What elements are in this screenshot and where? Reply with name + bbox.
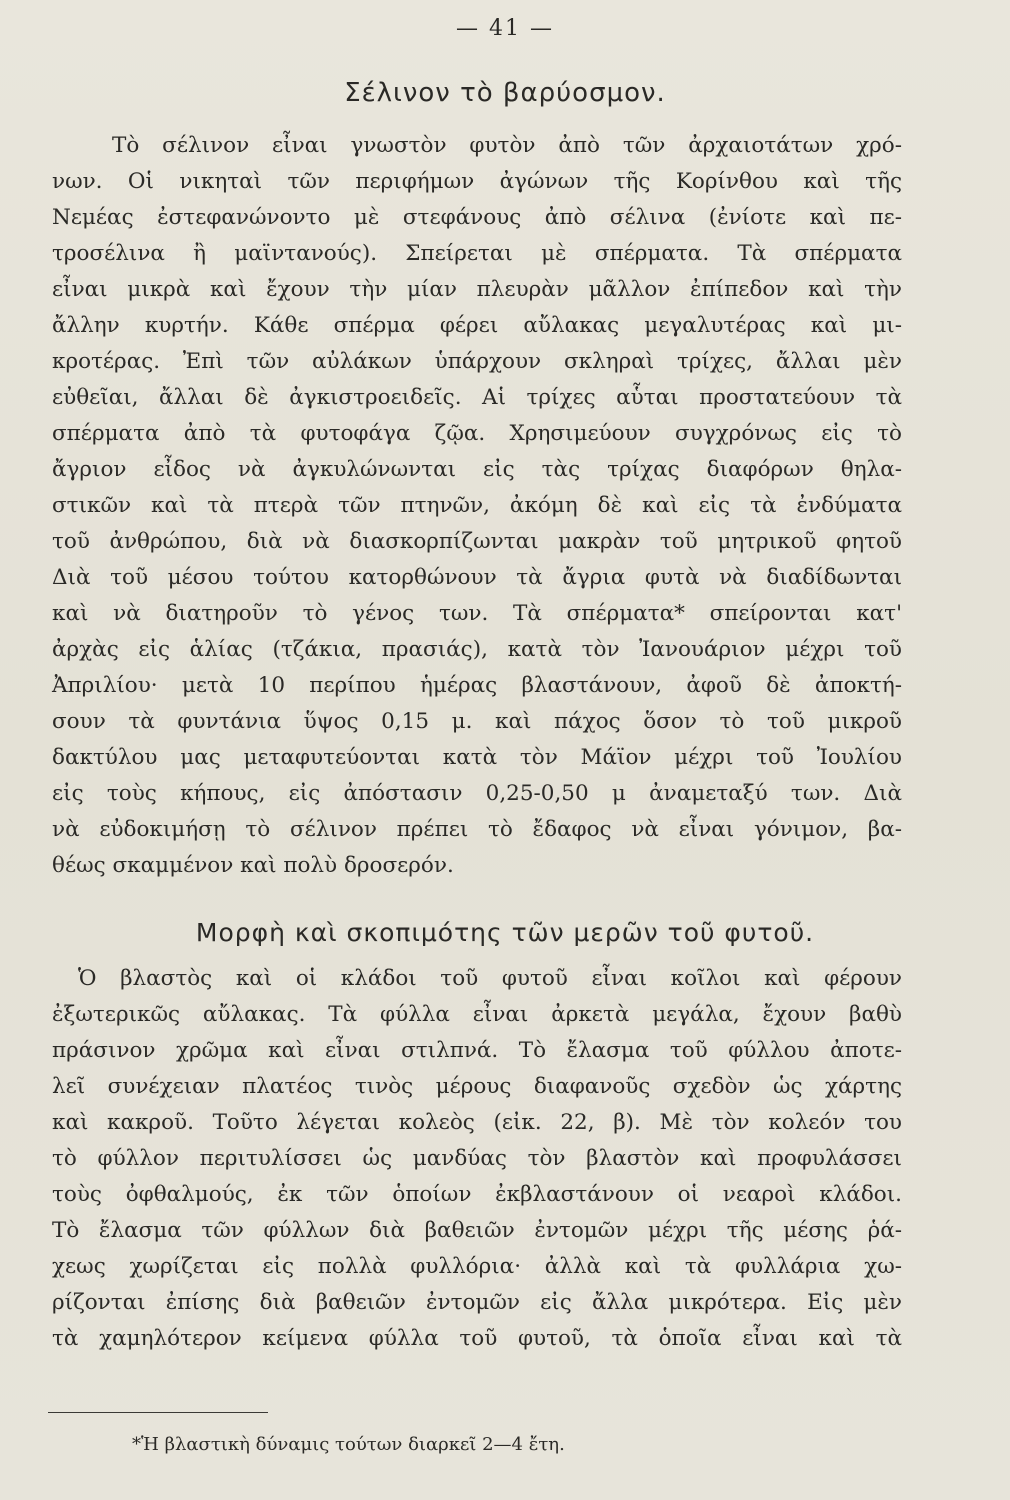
section-subtitle: Μορφὴ καὶ σκοπιμότης τῶν μερῶν τοῦ φυτοῦ. xyxy=(195,918,815,947)
footnote: *Ἡ βλαστικὴ δύναμις τούτων διαρκεῖ 2—4 ἔτη. xyxy=(132,1434,565,1455)
text-line: νων. Οἱ νικηταὶ τῶν περιφήμων ἀγώνων τῆς Κορίνθου καὶ τῆς xyxy=(52,169,902,194)
text-line: τοὺς ὀφθαλμούς, ἐκ τῶν ὁποίων ἐκβλαστάνουν οἱ νεαροὶ κλάδοι. xyxy=(52,1182,902,1207)
page-number: — 41 — xyxy=(456,16,554,41)
text-line: ρίζονται ἐπίσης διὰ βαθειῶν ἐντομῶν εἰς ἄλλα μικρότερα. Εἰς μὲν xyxy=(52,1290,902,1315)
text-line: ἀρχὰς εἰς ἁλίας (τζάκια, πρασιάς), κατὰ τὸν Ἰανουάριον μέχρι τοῦ xyxy=(52,637,902,662)
text-line: Τὸ ἔλασμα τῶν φύλλων διὰ βαθειῶν ἐντομῶν μέχρι τῆς μέσης ῥά- xyxy=(52,1218,902,1243)
text-line: ἄγριον εἶδος νὰ ἀγκυλώνωνται εἰς τὰς τρίχας διαφόρων θηλα- xyxy=(52,457,902,482)
text-line: σπέρματα ἀπὸ τὰ φυτοφάγα ζῷα. Χρησιμεύουν συγχρόνως εἰς τὸ xyxy=(52,421,902,446)
text-line: εὐθεῖαι, ἄλλαι δὲ ἀγκιστροειδεῖς. Αἱ τρίχες αὗται προστατεύουν τὰ xyxy=(52,385,902,410)
text-line: λεῖ συνέχειαν πλατέος τινὸς μέρους διαφανοῦς σχεδὸν ὡς χάρτης xyxy=(52,1074,902,1099)
text-line: Διὰ τοῦ μέσου τούτου κατορθώνουν τὰ ἄγρια φυτὰ νὰ διαδίδωνται xyxy=(52,565,902,590)
text-line: νὰ εὐδοκιμήσῃ τὸ σέλινον πρέπει τὸ ἔδαφος νὰ εἶναι γόνιμον, βα- xyxy=(52,817,902,842)
text-line: θέως σκαμμένον καὶ πολὺ δροσερόν. xyxy=(52,853,454,878)
paragraph-description xyxy=(52,128,902,884)
text-line: ἐξωτερικῶς αὔλακας. Τὰ φύλλα εἶναι ἀρκετὰ μεγάλα, ἔχουν βαθὺ xyxy=(52,1002,902,1027)
text-line: Νεμέας ἐστεφανώνοντο μὲ στεφάνους ἀπὸ σέλινα (ἐνίοτε καὶ πε- xyxy=(52,205,902,230)
paragraph-morphology xyxy=(52,961,902,1357)
text-line: εἰς τοὺς κήπους, εἰς ἀπόστασιν 0,25-0,50 μ ἀναμεταξύ των. Διὰ xyxy=(52,781,902,806)
text-line: καὶ κακροῦ. Τοῦτο λέγεται κολεὸς (εἰκ. 22, β). Μὲ τὸν κολεόν του xyxy=(52,1110,902,1135)
text-line: εἶναι μικρὰ καὶ ἔχουν τὴν μίαν πλευρὰν μᾶλλον ἐπίπεδον καὶ τὴν xyxy=(52,277,902,302)
text-line: στικῶν καὶ τὰ πτερὰ τῶν πτηνῶν, ἀκόμη δὲ καὶ εἰς τὰ ἐνδύματα xyxy=(52,493,902,518)
text-line: ἄλλην κυρτήν. Κάθε σπέρμα φέρει αὔλακας μεγαλυτέρας καὶ μι- xyxy=(52,313,902,338)
text-line: κροτέρας. Ἐπὶ τῶν αὐλάκων ὑπάρχουν σκληραὶ τρίχες, ἄλλαι μὲν xyxy=(52,349,902,374)
text-line: δακτύλου μας μεταφυτεύονται κατὰ τὸν Μάϊον μέχρι τοῦ Ἰουλίου xyxy=(52,745,902,770)
text-line: καὶ νὰ διατηροῦν τὸ γένος των. Τὰ σπέρματα* σπείρονται κατ' xyxy=(52,601,902,626)
text-line: πράσινον χρῶμα καὶ εἶναι στιλπνά. Τὸ ἔλασμα τοῦ φύλλου ἀποτε- xyxy=(52,1038,902,1063)
text-line: τὸ φύλλον περιτυλίσσει ὡς μανδύας τὸν βλαστὸν καὶ προφυλάσσει xyxy=(52,1146,902,1171)
text-line: τροσέλινα ἢ μαϊντανούς). Σπείρεται μὲ σπέρματα. Τὰ σπέρματα xyxy=(52,241,902,266)
text-line: Ἀπριλίου· μετὰ 10 περίπου ἡμέρας βλαστάνουν, ἀφοῦ δὲ ἀποκτή- xyxy=(52,673,902,698)
text-line: τὰ χαμηλότερον κείμενα φύλλα τοῦ φυτοῦ, τὰ ὁποῖα εἶναι καὶ τὰ xyxy=(52,1326,902,1351)
text-line: χεως χωρίζεται εἰς πολλὰ φυλλόρια· ἀλλὰ καὶ τὰ φυλλάρια χω- xyxy=(52,1254,902,1279)
text-line: τοῦ ἀνθρώπου, διὰ νὰ διασκορπίζωνται μακρὰν τοῦ μητρικοῦ φητοῦ xyxy=(52,529,902,554)
text-line: Ὁ βλαστὸς καὶ οἱ κλάδοι τοῦ φυτοῦ εἶναι κοῖλοι καὶ φέρουν xyxy=(78,966,902,991)
text-line: Τὸ σέλινον εἶναι γνωστὸν φυτὸν ἀπὸ τῶν ἀρχαιοτάτων χρό- xyxy=(112,133,902,158)
text-line: σουν τὰ φυντάνια ὕψος 0,15 μ. καὶ πάχος ὅσον τὸ τοῦ μικροῦ xyxy=(52,709,902,734)
footnote-divider xyxy=(48,1412,268,1413)
section-title: Σέλινον τὸ βαρύοσμον. xyxy=(344,78,666,108)
